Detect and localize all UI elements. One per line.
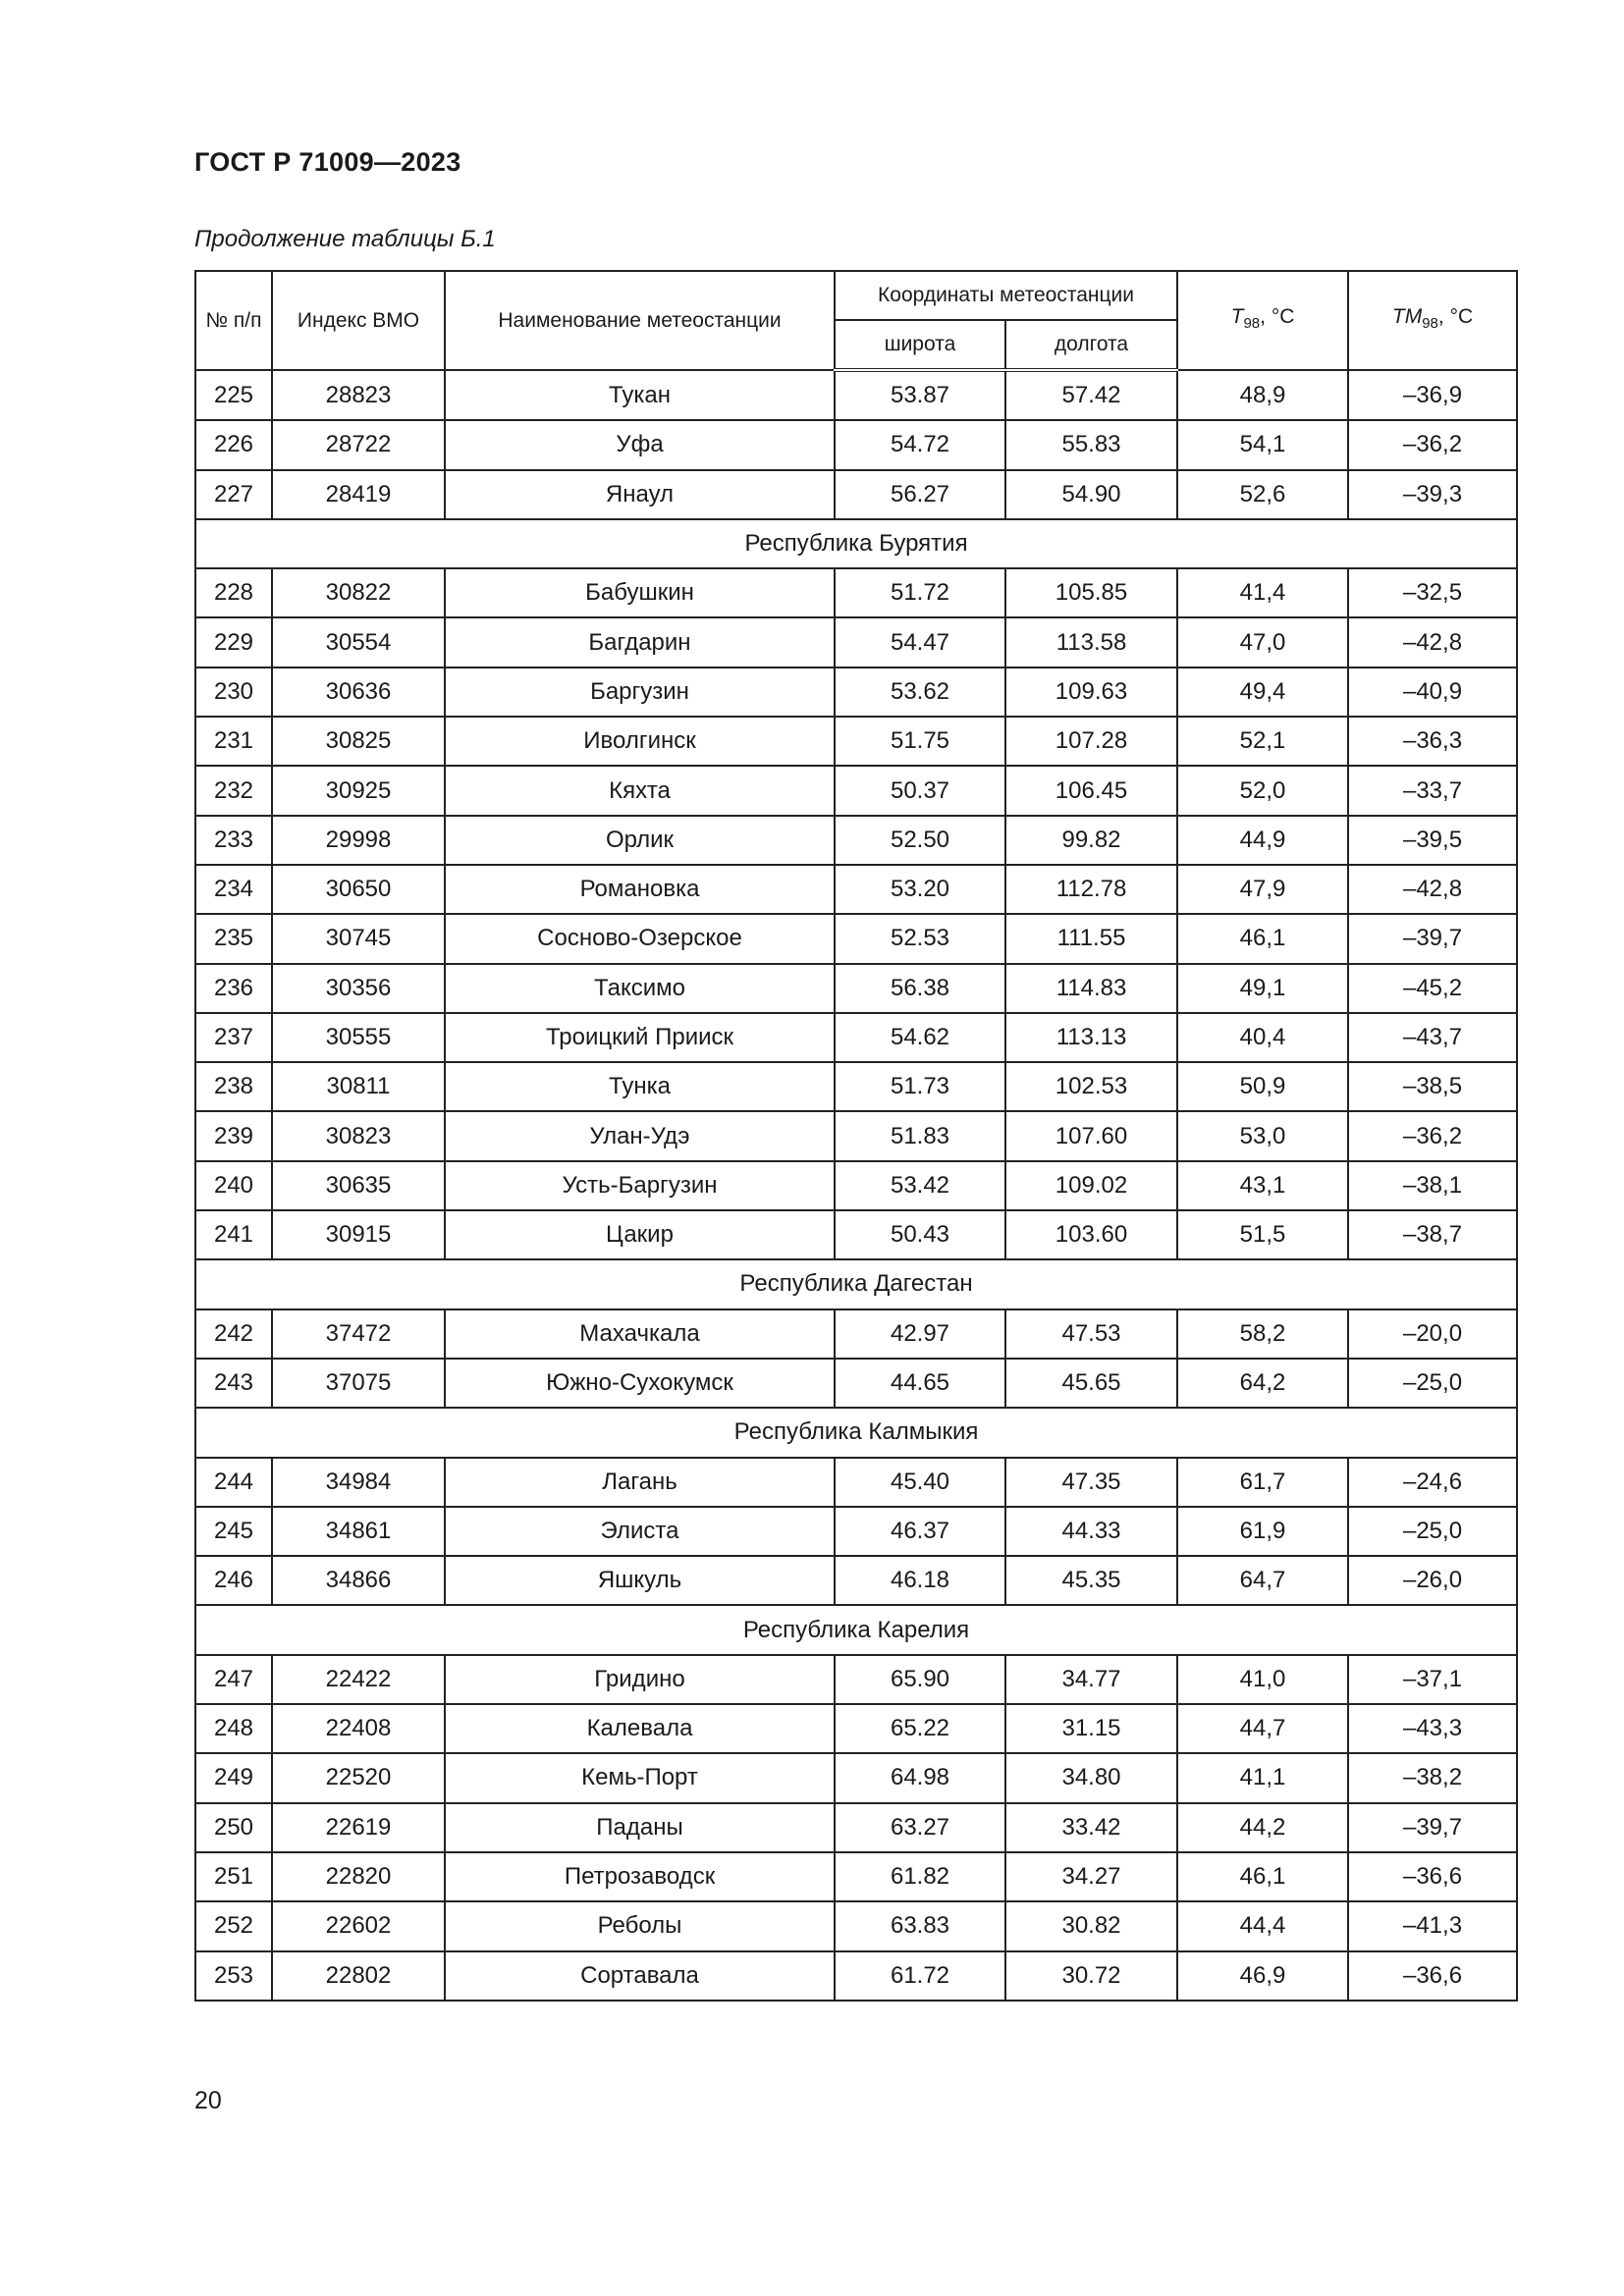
cell-lon: 109.63 — [1005, 667, 1177, 717]
cell-tm98: –36,2 — [1348, 420, 1517, 469]
cell-t98: 47,9 — [1177, 865, 1348, 914]
table-row — [195, 1359, 1517, 1408]
cell-t98: 53,0 — [1177, 1111, 1348, 1160]
cell-index: 28722 — [272, 420, 445, 469]
cell-tm98: –42,8 — [1348, 617, 1517, 667]
cell-tm98: –20,0 — [1348, 1309, 1517, 1359]
cell-tm98: –38,7 — [1348, 1210, 1517, 1259]
cell-lat: 46.18 — [835, 1556, 1005, 1605]
cell-tm98: –40,9 — [1348, 667, 1517, 717]
cell-t98: 54,1 — [1177, 420, 1348, 469]
region-row — [195, 519, 1517, 568]
cell-num: 244 — [195, 1458, 272, 1507]
tm98-subscript: 98 — [1422, 315, 1438, 332]
table-row — [195, 420, 1517, 469]
cell-t98: 44,2 — [1177, 1803, 1348, 1852]
cell-num: 250 — [195, 1803, 272, 1852]
cell-name: Кяхта — [445, 766, 835, 815]
cell-lon: 31.15 — [1005, 1704, 1177, 1753]
cell-num: 236 — [195, 964, 272, 1013]
document-header: ГОСТ Р 71009—2023 — [194, 147, 461, 177]
cell-lat: 51.83 — [835, 1111, 1005, 1160]
cell-tm98: –38,1 — [1348, 1161, 1517, 1210]
col-lat-header: широта — [835, 320, 1005, 370]
cell-lon: 102.53 — [1005, 1062, 1177, 1111]
cell-lat: 63.27 — [835, 1803, 1005, 1852]
cell-lat: 56.27 — [835, 470, 1005, 519]
cell-index: 22802 — [272, 1951, 445, 2001]
cell-name: Цакир — [445, 1210, 835, 1259]
cell-lat: 53.87 — [835, 370, 1005, 420]
table-header — [195, 271, 1517, 370]
cell-num: 230 — [195, 667, 272, 717]
cell-lon: 112.78 — [1005, 865, 1177, 914]
cell-lon: 55.83 — [1005, 420, 1177, 469]
cell-name: Иволгинск — [445, 717, 835, 766]
cell-lon: 47.35 — [1005, 1458, 1177, 1507]
col-index-header: Индекс ВМО — [272, 271, 445, 370]
table-row — [195, 1013, 1517, 1062]
cell-lon: 45.65 — [1005, 1359, 1177, 1408]
col-t98-header — [1177, 271, 1348, 370]
cell-name: Янаул — [445, 470, 835, 519]
cell-index: 22602 — [272, 1901, 445, 1950]
cell-lon: 109.02 — [1005, 1161, 1177, 1210]
cell-name: Тукан — [445, 370, 835, 420]
cell-lat: 61.82 — [835, 1852, 1005, 1901]
cell-index: 30811 — [272, 1062, 445, 1111]
cell-lat: 51.75 — [835, 717, 1005, 766]
cell-name: Гридино — [445, 1655, 835, 1704]
cell-lat: 61.72 — [835, 1951, 1005, 2001]
cell-lat: 46.37 — [835, 1507, 1005, 1556]
cell-t98: 40,4 — [1177, 1013, 1348, 1062]
table-row — [195, 1458, 1517, 1507]
cell-name: Лагань — [445, 1458, 835, 1507]
table-row — [195, 1655, 1517, 1704]
cell-lat: 53.42 — [835, 1161, 1005, 1210]
region-label: Республика Бурятия — [195, 519, 1517, 568]
cell-index: 22520 — [272, 1753, 445, 1802]
cell-lon: 45.35 — [1005, 1556, 1177, 1605]
cell-tm98: –43,7 — [1348, 1013, 1517, 1062]
cell-lat: 54.47 — [835, 617, 1005, 667]
cell-t98: 51,5 — [1177, 1210, 1348, 1259]
cell-lat: 64.98 — [835, 1753, 1005, 1802]
cell-lat: 54.62 — [835, 1013, 1005, 1062]
region-row — [195, 1259, 1517, 1308]
cell-lon: 54.90 — [1005, 470, 1177, 519]
region-row — [195, 1605, 1517, 1654]
cell-index: 34984 — [272, 1458, 445, 1507]
cell-num: 237 — [195, 1013, 272, 1062]
table-row — [195, 1507, 1517, 1556]
cell-name: Бабушкин — [445, 568, 835, 617]
cell-tm98: –36,6 — [1348, 1951, 1517, 2001]
cell-lat: 51.73 — [835, 1062, 1005, 1111]
table-row — [195, 568, 1517, 617]
t98-subscript: 98 — [1243, 315, 1261, 332]
region-label: Республика Дагестан — [195, 1259, 1517, 1308]
cell-t98: 50,9 — [1177, 1062, 1348, 1111]
cell-lat: 42.97 — [835, 1309, 1005, 1359]
cell-t98: 64,2 — [1177, 1359, 1348, 1408]
cell-t98: 46,9 — [1177, 1951, 1348, 2001]
cell-num: 228 — [195, 568, 272, 617]
cell-lat: 53.62 — [835, 667, 1005, 717]
cell-num: 235 — [195, 914, 272, 963]
cell-lon: 103.60 — [1005, 1210, 1177, 1259]
cell-tm98: –43,3 — [1348, 1704, 1517, 1753]
cell-num: 240 — [195, 1161, 272, 1210]
cell-tm98: –25,0 — [1348, 1359, 1517, 1408]
cell-name: Троицкий Прииск — [445, 1013, 835, 1062]
table-body — [195, 370, 1517, 2001]
cell-index: 28823 — [272, 370, 445, 420]
page-number: 20 — [194, 2087, 222, 2114]
cell-index: 34861 — [272, 1507, 445, 1556]
cell-num: 253 — [195, 1951, 272, 2001]
cell-num: 252 — [195, 1901, 272, 1950]
cell-t98: 46,1 — [1177, 1852, 1348, 1901]
cell-lon: 57.42 — [1005, 370, 1177, 420]
table-row — [195, 1753, 1517, 1802]
table-row — [195, 914, 1517, 963]
cell-index: 30635 — [272, 1161, 445, 1210]
cell-lon: 106.45 — [1005, 766, 1177, 815]
cell-name: Реболы — [445, 1901, 835, 1950]
cell-name: Сосново-Озерское — [445, 914, 835, 963]
cell-num: 245 — [195, 1507, 272, 1556]
cell-num: 243 — [195, 1359, 272, 1408]
col-coords-header: Координаты метеостанции — [835, 271, 1177, 320]
cell-tm98: –33,7 — [1348, 766, 1517, 815]
t98-symbol: T — [1230, 305, 1244, 328]
cell-index: 29998 — [272, 816, 445, 865]
cell-index: 37472 — [272, 1309, 445, 1359]
cell-t98: 52,1 — [1177, 717, 1348, 766]
col-lon-header: долгота — [1005, 320, 1177, 370]
cell-num: 232 — [195, 766, 272, 815]
t98-unit: , °C — [1260, 305, 1295, 328]
cell-tm98: –36,3 — [1348, 717, 1517, 766]
cell-t98: 41,1 — [1177, 1753, 1348, 1802]
table-row — [195, 1111, 1517, 1160]
tm98-symbol: TM — [1391, 305, 1423, 328]
cell-num: 241 — [195, 1210, 272, 1259]
cell-index: 22408 — [272, 1704, 445, 1753]
cell-index: 28419 — [272, 470, 445, 519]
cell-t98: 46,1 — [1177, 914, 1348, 963]
cell-tm98: –36,6 — [1348, 1852, 1517, 1901]
table-row — [195, 1803, 1517, 1852]
cell-lat: 54.72 — [835, 420, 1005, 469]
cell-name: Яшкуль — [445, 1556, 835, 1605]
cell-tm98: –38,5 — [1348, 1062, 1517, 1111]
table-row — [195, 1951, 1517, 2001]
table-row — [195, 1309, 1517, 1359]
cell-index: 30915 — [272, 1210, 445, 1259]
cell-lat: 50.37 — [835, 766, 1005, 815]
cell-lat: 65.22 — [835, 1704, 1005, 1753]
table-row — [195, 717, 1517, 766]
cell-tm98: –38,2 — [1348, 1753, 1517, 1802]
cell-name: Багдарин — [445, 617, 835, 667]
cell-num: 248 — [195, 1704, 272, 1753]
tm98-unit: , °C — [1437, 305, 1474, 328]
region-label: Республика Калмыкия — [195, 1408, 1517, 1457]
cell-lon: 34.27 — [1005, 1852, 1177, 1901]
table-row — [195, 1062, 1517, 1111]
table-row — [195, 1161, 1517, 1210]
cell-lat: 52.53 — [835, 914, 1005, 963]
cell-num: 249 — [195, 1753, 272, 1802]
cell-num: 227 — [195, 470, 272, 519]
cell-index: 30650 — [272, 865, 445, 914]
table-row — [195, 1901, 1517, 1950]
cell-t98: 64,7 — [1177, 1556, 1348, 1605]
cell-name: Таксимо — [445, 964, 835, 1013]
cell-index: 30745 — [272, 914, 445, 963]
cell-tm98: –45,2 — [1348, 964, 1517, 1013]
cell-t98: 49,4 — [1177, 667, 1348, 717]
cell-num: 233 — [195, 816, 272, 865]
cell-lon: 107.60 — [1005, 1111, 1177, 1160]
cell-tm98: –25,0 — [1348, 1507, 1517, 1556]
cell-num: 234 — [195, 865, 272, 914]
cell-tm98: –36,2 — [1348, 1111, 1517, 1160]
cell-name: Калевала — [445, 1704, 835, 1753]
cell-lat: 50.43 — [835, 1210, 1005, 1259]
cell-num: 251 — [195, 1852, 272, 1901]
cell-tm98: –39,5 — [1348, 816, 1517, 865]
cell-lat: 52.50 — [835, 816, 1005, 865]
cell-lon: 114.83 — [1005, 964, 1177, 1013]
cell-tm98: –39,3 — [1348, 470, 1517, 519]
col-name-header: Наименование метеостанции — [445, 271, 835, 370]
cell-lon: 30.72 — [1005, 1951, 1177, 2001]
cell-num: 226 — [195, 420, 272, 469]
cell-lon: 44.33 — [1005, 1507, 1177, 1556]
cell-tm98: –24,6 — [1348, 1458, 1517, 1507]
table-row — [195, 816, 1517, 865]
cell-name: Южно-Сухокумск — [445, 1359, 835, 1408]
cell-tm98: –39,7 — [1348, 914, 1517, 963]
cell-name: Элиста — [445, 1507, 835, 1556]
cell-t98: 41,0 — [1177, 1655, 1348, 1704]
cell-name: Усть-Баргузин — [445, 1161, 835, 1210]
cell-name: Кемь-Порт — [445, 1753, 835, 1802]
table-row — [195, 1556, 1517, 1605]
cell-index: 22422 — [272, 1655, 445, 1704]
cell-index: 30555 — [272, 1013, 445, 1062]
cell-lon: 47.53 — [1005, 1309, 1177, 1359]
cell-name: Улан-Удэ — [445, 1111, 835, 1160]
cell-index: 30822 — [272, 568, 445, 617]
col-num-header: № п/п — [195, 271, 272, 370]
cell-num: 239 — [195, 1111, 272, 1160]
cell-tm98: –42,8 — [1348, 865, 1517, 914]
cell-num: 229 — [195, 617, 272, 667]
cell-name: Тунка — [445, 1062, 835, 1111]
cell-lat: 44.65 — [835, 1359, 1005, 1408]
cell-lat: 56.38 — [835, 964, 1005, 1013]
cell-name: Уфа — [445, 420, 835, 469]
table-row — [195, 865, 1517, 914]
cell-name: Орлик — [445, 816, 835, 865]
cell-index: 22619 — [272, 1803, 445, 1852]
cell-num: 231 — [195, 717, 272, 766]
table-row — [195, 617, 1517, 667]
cell-name: Махачкала — [445, 1309, 835, 1359]
cell-name: Паданы — [445, 1803, 835, 1852]
cell-name: Романовка — [445, 865, 835, 914]
stations-table — [194, 270, 1518, 2002]
cell-index: 30823 — [272, 1111, 445, 1160]
cell-index: 30925 — [272, 766, 445, 815]
table-row — [195, 964, 1517, 1013]
cell-t98: 48,9 — [1177, 370, 1348, 420]
cell-index: 30825 — [272, 717, 445, 766]
cell-t98: 44,9 — [1177, 816, 1348, 865]
cell-lon: 30.82 — [1005, 1901, 1177, 1950]
cell-t98: 52,6 — [1177, 470, 1348, 519]
cell-lat: 63.83 — [835, 1901, 1005, 1950]
table-row — [195, 470, 1517, 519]
cell-index: 30554 — [272, 617, 445, 667]
cell-num: 225 — [195, 370, 272, 420]
cell-lon: 34.80 — [1005, 1753, 1177, 1802]
cell-num: 242 — [195, 1309, 272, 1359]
cell-lon: 33.42 — [1005, 1803, 1177, 1852]
cell-tm98: –37,1 — [1348, 1655, 1517, 1704]
region-row — [195, 1408, 1517, 1457]
cell-index: 34866 — [272, 1556, 445, 1605]
cell-index: 22820 — [272, 1852, 445, 1901]
table-row — [195, 766, 1517, 815]
cell-t98: 41,4 — [1177, 568, 1348, 617]
cell-lat: 51.72 — [835, 568, 1005, 617]
table-row — [195, 370, 1517, 420]
cell-index: 30636 — [272, 667, 445, 717]
table-caption: Продолжение таблицы Б.1 — [194, 226, 496, 252]
cell-lat: 65.90 — [835, 1655, 1005, 1704]
cell-num: 238 — [195, 1062, 272, 1111]
cell-t98: 44,4 — [1177, 1901, 1348, 1950]
table-row — [195, 1210, 1517, 1259]
cell-index: 30356 — [272, 964, 445, 1013]
cell-t98: 52,0 — [1177, 766, 1348, 815]
cell-tm98: –26,0 — [1348, 1556, 1517, 1605]
cell-lon: 107.28 — [1005, 717, 1177, 766]
col-tm98-header — [1348, 271, 1517, 370]
cell-t98: 58,2 — [1177, 1309, 1348, 1359]
cell-lat: 45.40 — [835, 1458, 1005, 1507]
cell-t98: 61,9 — [1177, 1507, 1348, 1556]
cell-tm98: –32,5 — [1348, 568, 1517, 617]
cell-lon: 34.77 — [1005, 1655, 1177, 1704]
cell-lon: 113.58 — [1005, 617, 1177, 667]
table-row — [195, 1704, 1517, 1753]
cell-name: Петрозаводск — [445, 1852, 835, 1901]
table-row — [195, 667, 1517, 717]
cell-t98: 43,1 — [1177, 1161, 1348, 1210]
cell-lon: 99.82 — [1005, 816, 1177, 865]
cell-name: Сортавала — [445, 1951, 835, 2001]
cell-name: Баргузин — [445, 667, 835, 717]
cell-tm98: –41,3 — [1348, 1901, 1517, 1950]
cell-lon: 105.85 — [1005, 568, 1177, 617]
region-label: Республика Карелия — [195, 1605, 1517, 1654]
cell-t98: 49,1 — [1177, 964, 1348, 1013]
cell-lat: 53.20 — [835, 865, 1005, 914]
cell-lon: 111.55 — [1005, 914, 1177, 963]
cell-index: 37075 — [272, 1359, 445, 1408]
cell-lon: 113.13 — [1005, 1013, 1177, 1062]
cell-tm98: –39,7 — [1348, 1803, 1517, 1852]
cell-num: 247 — [195, 1655, 272, 1704]
table-row — [195, 1852, 1517, 1901]
cell-t98: 47,0 — [1177, 617, 1348, 667]
cell-t98: 44,7 — [1177, 1704, 1348, 1753]
cell-tm98: –36,9 — [1348, 370, 1517, 420]
cell-t98: 61,7 — [1177, 1458, 1348, 1507]
cell-num: 246 — [195, 1556, 272, 1605]
